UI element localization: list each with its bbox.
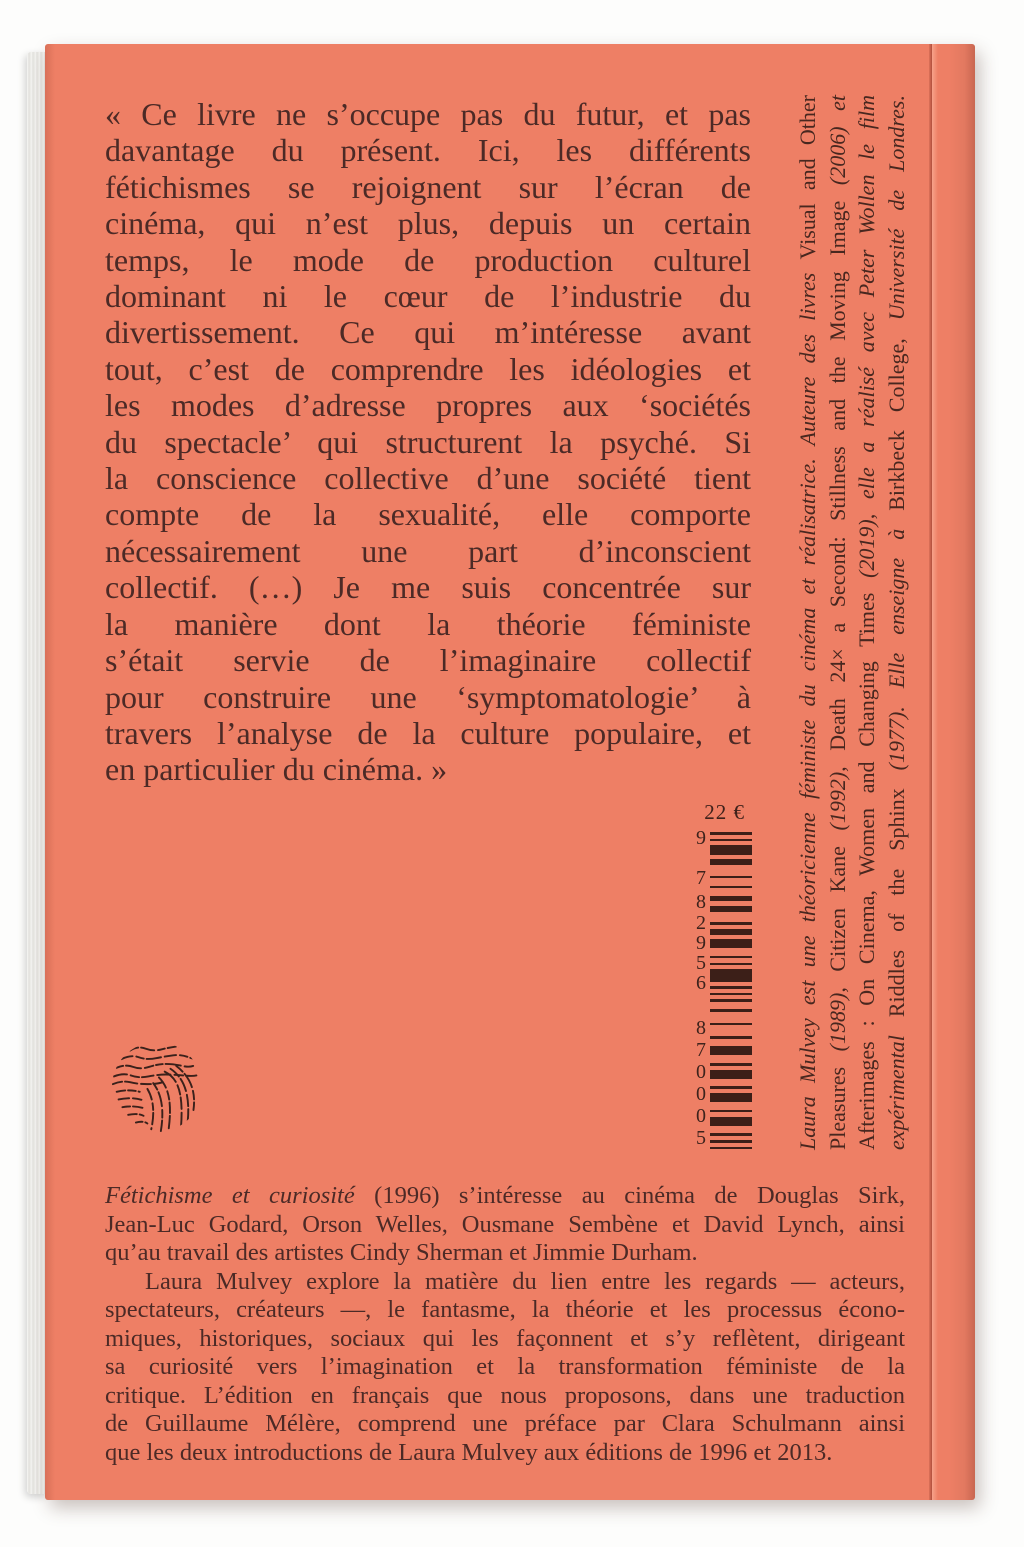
blurb-block: [105, 1182, 905, 1467]
spine-crease-highlight: [932, 44, 938, 1500]
barcode-digit: 5: [696, 1127, 706, 1149]
quote-line: s’était servie de l’imaginaire collectif: [105, 642, 751, 679]
barcode-bar: [710, 896, 752, 902]
barcode-digit: 7: [696, 1039, 706, 1061]
barcode-bar: [710, 956, 752, 959]
barcode-digit: 9: [696, 827, 706, 849]
book-back-cover: [45, 44, 975, 1500]
blurb-line: [105, 1410, 905, 1439]
quote-line: dominant ni le cœur de l’industrie du: [105, 278, 751, 315]
text-segment: (2006) et: [824, 94, 850, 186]
barcode-bar: [710, 845, 752, 854]
barcode-bar: [710, 1086, 752, 1089]
barcode-bars: [710, 832, 752, 1150]
quote-block: [105, 96, 751, 788]
text-segment: Laura Mulvey explore la matière du lien entre les regards — acteurs,: [145, 1267, 905, 1295]
barcode-bar: [710, 1117, 752, 1126]
barcode-bar: [710, 886, 752, 889]
text-segment: Visual and Other: [795, 95, 820, 260]
quote-line: pour construire une ‘symptomatologie’ à: [105, 678, 751, 715]
text-segment: (2019), elle a réalisé avec Peter Wollen le film: [854, 95, 879, 578]
quote-line: compte de la sexualité, elle comporte: [105, 496, 751, 533]
barcode-digit: 9: [696, 932, 706, 954]
quote-line: travers l’analyse de la culture populaire, et: [105, 714, 751, 751]
author-bio-line: [793, 95, 823, 1150]
text-segment: (1977). Elle enseigne à: [883, 510, 909, 771]
barcode-bar: [710, 1036, 752, 1039]
price-label: 22 €: [704, 800, 745, 824]
text-segment: expérimental: [883, 1017, 909, 1150]
quote-line: tout, c’est de comprendre les idéologies et: [105, 350, 751, 387]
quote-line: les modes d’adresse propres aux ‘sociétés: [105, 387, 751, 424]
barcode-digit: 5: [696, 952, 706, 974]
author-bio-line: [852, 95, 882, 1150]
barcode-bar: [710, 906, 752, 912]
text-segment: Université de Londres.: [883, 95, 909, 339]
quote-line: cinéma, qui n’est plus, depuis un certain: [105, 205, 751, 242]
barcode-digit: 0: [696, 1061, 706, 1083]
barcode-bar: [710, 1140, 752, 1143]
blurb-line: [105, 1296, 905, 1325]
barcode-bar: [710, 986, 752, 989]
text-segment: Death 24× a Second: Stillness and the Moving Image: [824, 185, 850, 767]
barcode-bar: [710, 1110, 752, 1113]
text-segment: Birkbeck College,: [883, 338, 909, 511]
barcode-bar: [710, 922, 752, 925]
quote-line: collectif. (…) Je me suis concentrée sur: [105, 569, 751, 606]
barcode-digit: 7: [696, 867, 706, 889]
barcode-bar: [710, 999, 752, 1002]
author-bio-line: [882, 95, 912, 1150]
barcode-bar: [710, 929, 752, 935]
barcode-digit: 8: [696, 891, 706, 913]
blurb-line: [105, 1353, 905, 1382]
text-segment: (1996) s’intéresse au cinéma de Douglas Sirk,: [354, 1182, 906, 1209]
barcode-bar: [710, 963, 752, 966]
text-segment: Laura Mulvey est une théoricienne féministe du cinéma et réalisatrice. Auteure des livres: [795, 259, 820, 1150]
quote-line: « Ce livre ne s’occupe pas du futur, et pas: [105, 96, 751, 132]
barcode-bar: [710, 832, 752, 835]
quote-line: la conscience collective d’une société tient: [105, 460, 751, 497]
barcode-digit: 0: [696, 1083, 706, 1105]
text-segment: de Guillaume Mélère, comprend une préface par Clara Schulmann ainsi: [105, 1410, 905, 1437]
blurb-line: [105, 1182, 905, 1211]
barcode-bar: [710, 839, 752, 842]
quote-line: la manière dont la théorie féministe: [105, 605, 751, 642]
quote-line: du spectacle’ qui structurent la psyché. Si: [105, 423, 751, 460]
fingerprint-icon: [109, 1039, 205, 1135]
text-segment: sa curiosité vers l’imagination et la transformation féministe de la: [105, 1353, 905, 1380]
book-page-edges: [27, 52, 47, 1494]
quote-line: divertissement. Ce qui m’intéresse avant: [105, 314, 751, 351]
barcode-digit: 0: [696, 1105, 706, 1127]
barcode-bar: [710, 1133, 752, 1136]
cover-left-shade: [45, 44, 55, 1500]
text-segment: critique. L’édition en français que nous proposons, dans une traduction: [105, 1381, 905, 1409]
barcode-bar: [710, 859, 752, 865]
text-segment: que les deux introductions de Laura Mulvey aux éditions de 1996 et 2013.: [105, 1438, 833, 1466]
barcode-bar: [710, 1093, 752, 1102]
cover-edge-shade: [949, 44, 975, 1500]
text-segment: Riddles of the Sphinx: [883, 770, 909, 1018]
barcode-bar: [710, 993, 752, 996]
barcode-bar: [710, 1046, 752, 1055]
quote-line: fétichismes se rejoignent sur l’écran de: [105, 168, 751, 205]
barcode-bar: [710, 876, 752, 879]
quote-line: nécessairement une part d’inconscient: [105, 532, 751, 569]
author-bio-vertical: [793, 95, 913, 1150]
text-segment: Fétichisme et curiosité: [105, 1182, 355, 1209]
quote-line: temps, le mode de production culturel: [105, 241, 751, 278]
barcode-bar: [710, 969, 752, 982]
text-segment: Afterimages : On Cinema, Women and Changing Times: [854, 577, 879, 1150]
author-bio-line: [823, 95, 853, 1150]
text-segment: Pleasures: [824, 1051, 850, 1150]
barcode-bar: [710, 1070, 752, 1079]
text-segment: miques, historiques, sociaux qui les façonnent et s’y reflètent, dirigeant: [105, 1324, 905, 1352]
text-segment: Citizen Kane: [824, 830, 850, 988]
barcode: [686, 827, 752, 1150]
text-segment: spectateurs, créateurs —, le fantasme, la théorie et les processus écono-: [105, 1296, 905, 1323]
barcode-bar: [710, 1147, 752, 1150]
quote-line: en particulier du cinéma. »: [105, 751, 448, 788]
barcode-bar: [710, 1009, 752, 1012]
text-segment: (1989),: [824, 987, 850, 1052]
text-segment: qu’au travail des artistes Cindy Sherman et Jimmie Durham.: [105, 1239, 698, 1266]
blurb-line: [105, 1382, 905, 1411]
quote-line: davantage du présent. Ici, les différents: [105, 132, 751, 169]
barcode-digit: 8: [696, 1017, 706, 1039]
blurb-line: [105, 1439, 905, 1468]
barcode-digit: 2: [696, 912, 706, 934]
barcode-bar: [710, 939, 752, 948]
blurb-line: [105, 1325, 905, 1354]
text-segment: Jean-Luc Godard, Orson Welles, Ousmane Sembène et David Lynch, ainsi: [105, 1210, 905, 1238]
barcode-bar: [710, 1023, 752, 1026]
text-segment: (1992),: [824, 766, 850, 831]
barcode-digit: 6: [696, 972, 706, 994]
blurb-line: [105, 1239, 905, 1268]
blurb-line: [105, 1211, 905, 1240]
barcode-bar: [710, 1063, 752, 1066]
blurb-line: [105, 1268, 905, 1297]
